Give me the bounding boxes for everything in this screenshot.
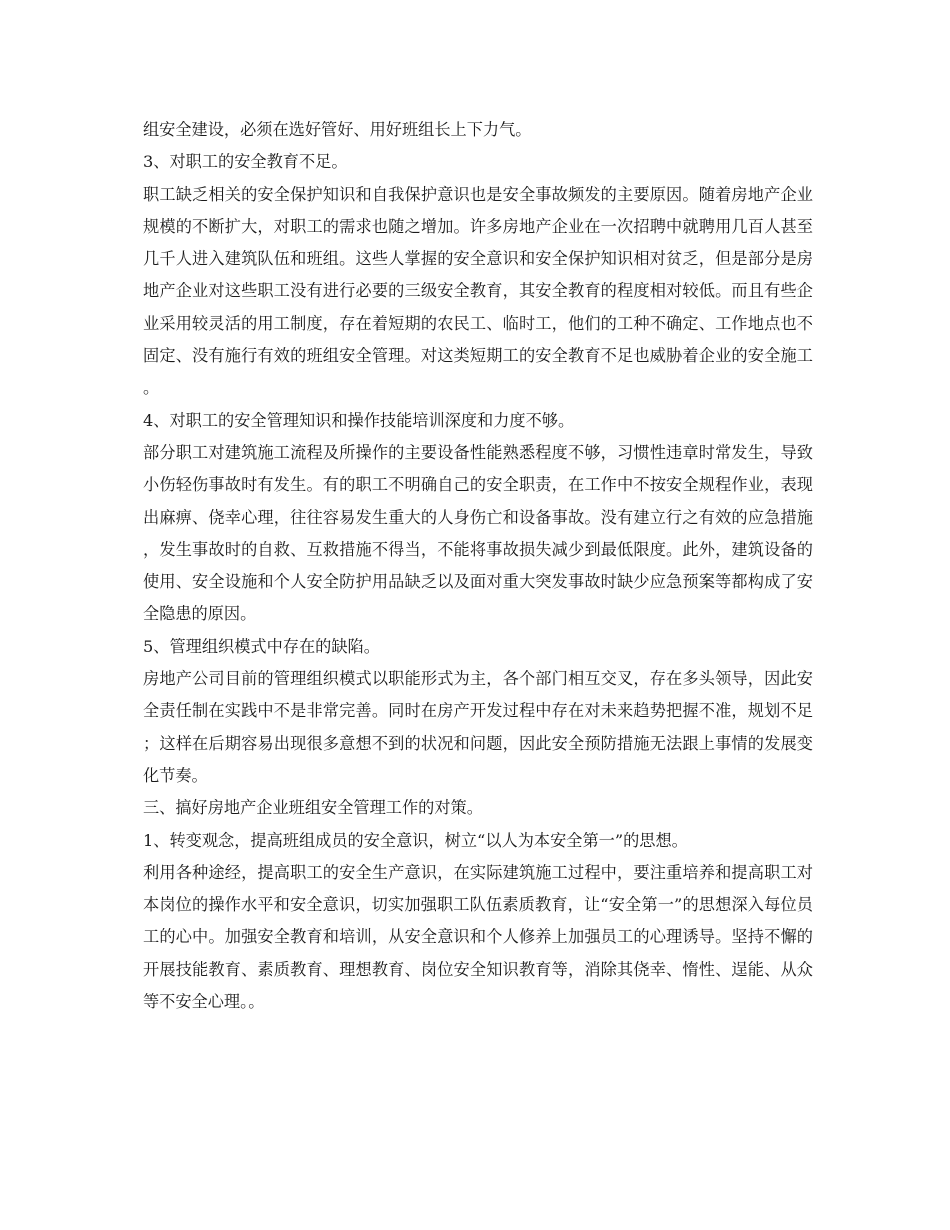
heading-section-4: 4、对职工的安全管理知识和操作技能培训深度和力度不够。 [143,410,575,430]
paragraph-section-5-body: 房地产公司目前的管理组织模式以职能形式为主，各个部门相互交叉，存在多头领导，因此安全责任制在实践中不是非常完善。同时在房产开发过程中存在对未来趋势把握不准，规划不足；这样在后期容易出现很多意想不到的状况和问题，因此安全预防措施无法跟上事情的发展变化节奏。 [143,669,813,785]
paragraph-part-3-item-1-body: 利用各种途经，提高职工的安全生产意识，在实际建筑施工过程中，要注重培养和提高职工对本岗位的操作水平和安全意识，切实加强职工队伍素质教育，让“安全第一”的思想深入每位员工的心中。加强安全教育和培训，从安全意识和个人修养上加强员工的心理诱导。坚持不懈的开展技能教育、素质教育、理想教育、岗位安全知识教育等，消除其侥幸、惰性、逞能、从众等不安全心理。。 [143,862,813,1012]
heading-section-5: 5、管理组织模式中存在的缺陷。 [143,636,380,656]
heading-part-3: 三、搞好房地产企业班组安全管理工作的对策。 [143,798,483,818]
heading-part-3-item-1: 1、转变观念，提高班组成员的安全意识，树立“以人为本安全第一”的思想。 [143,830,688,850]
paragraph-section-4-body: 部分职工对建筑施工流程及所操作的主要设备性能熟悉程度不够，习惯性违章时常发生，导致小伤轻伤事故时有发生。有的职工不明确自己的安全职责，在工作中不按安全规程作业，表现出麻痹、侥幸心理，往往容易发生重大的人身伤亡和设备事故。没有建立行之有效的应急措施，发生事故时的自救、互救措施不得当，不能将事故损失减少到最低限度。此外，建筑设备的使用、安全设施和个人安全防护用品缺乏以及面对重大突发事故时缺少应急预案等都构成了安全隐患的原因。 [143,442,813,624]
paragraph-continuation: 组安全建设，必须在选好管好、用好班组长上下力气。 [143,120,532,139]
heading-section-3: 3、对职工的安全教育不足。 [143,152,348,172]
paragraph-section-3-body: 职工缺乏相关的安全保护知识和自我保护意识也是安全事故频发的主要原因。随着房地产企业规模的不断扩大，对职工的需求也随之增加。许多房地产企业在一次招聘中就聘用几百人甚至几千人进入建筑队伍和班组。这些人掌握的安全意识和安全保护知识相对贫乏，但是部分是房地产企业对这些职工没有进行必要的三级安全教育，其安全教育的程度相对较低。而且有些企业采用较灵活的用工制度，存在着短期的农民工、临时工，他们的工种不确定、工作地点也不固定、没有施行有效的班组安全管理。对这类短期工的安全教育不足也威胁着企业的安全施工。 [143,184,813,398]
document-body [143,114,813,1018]
